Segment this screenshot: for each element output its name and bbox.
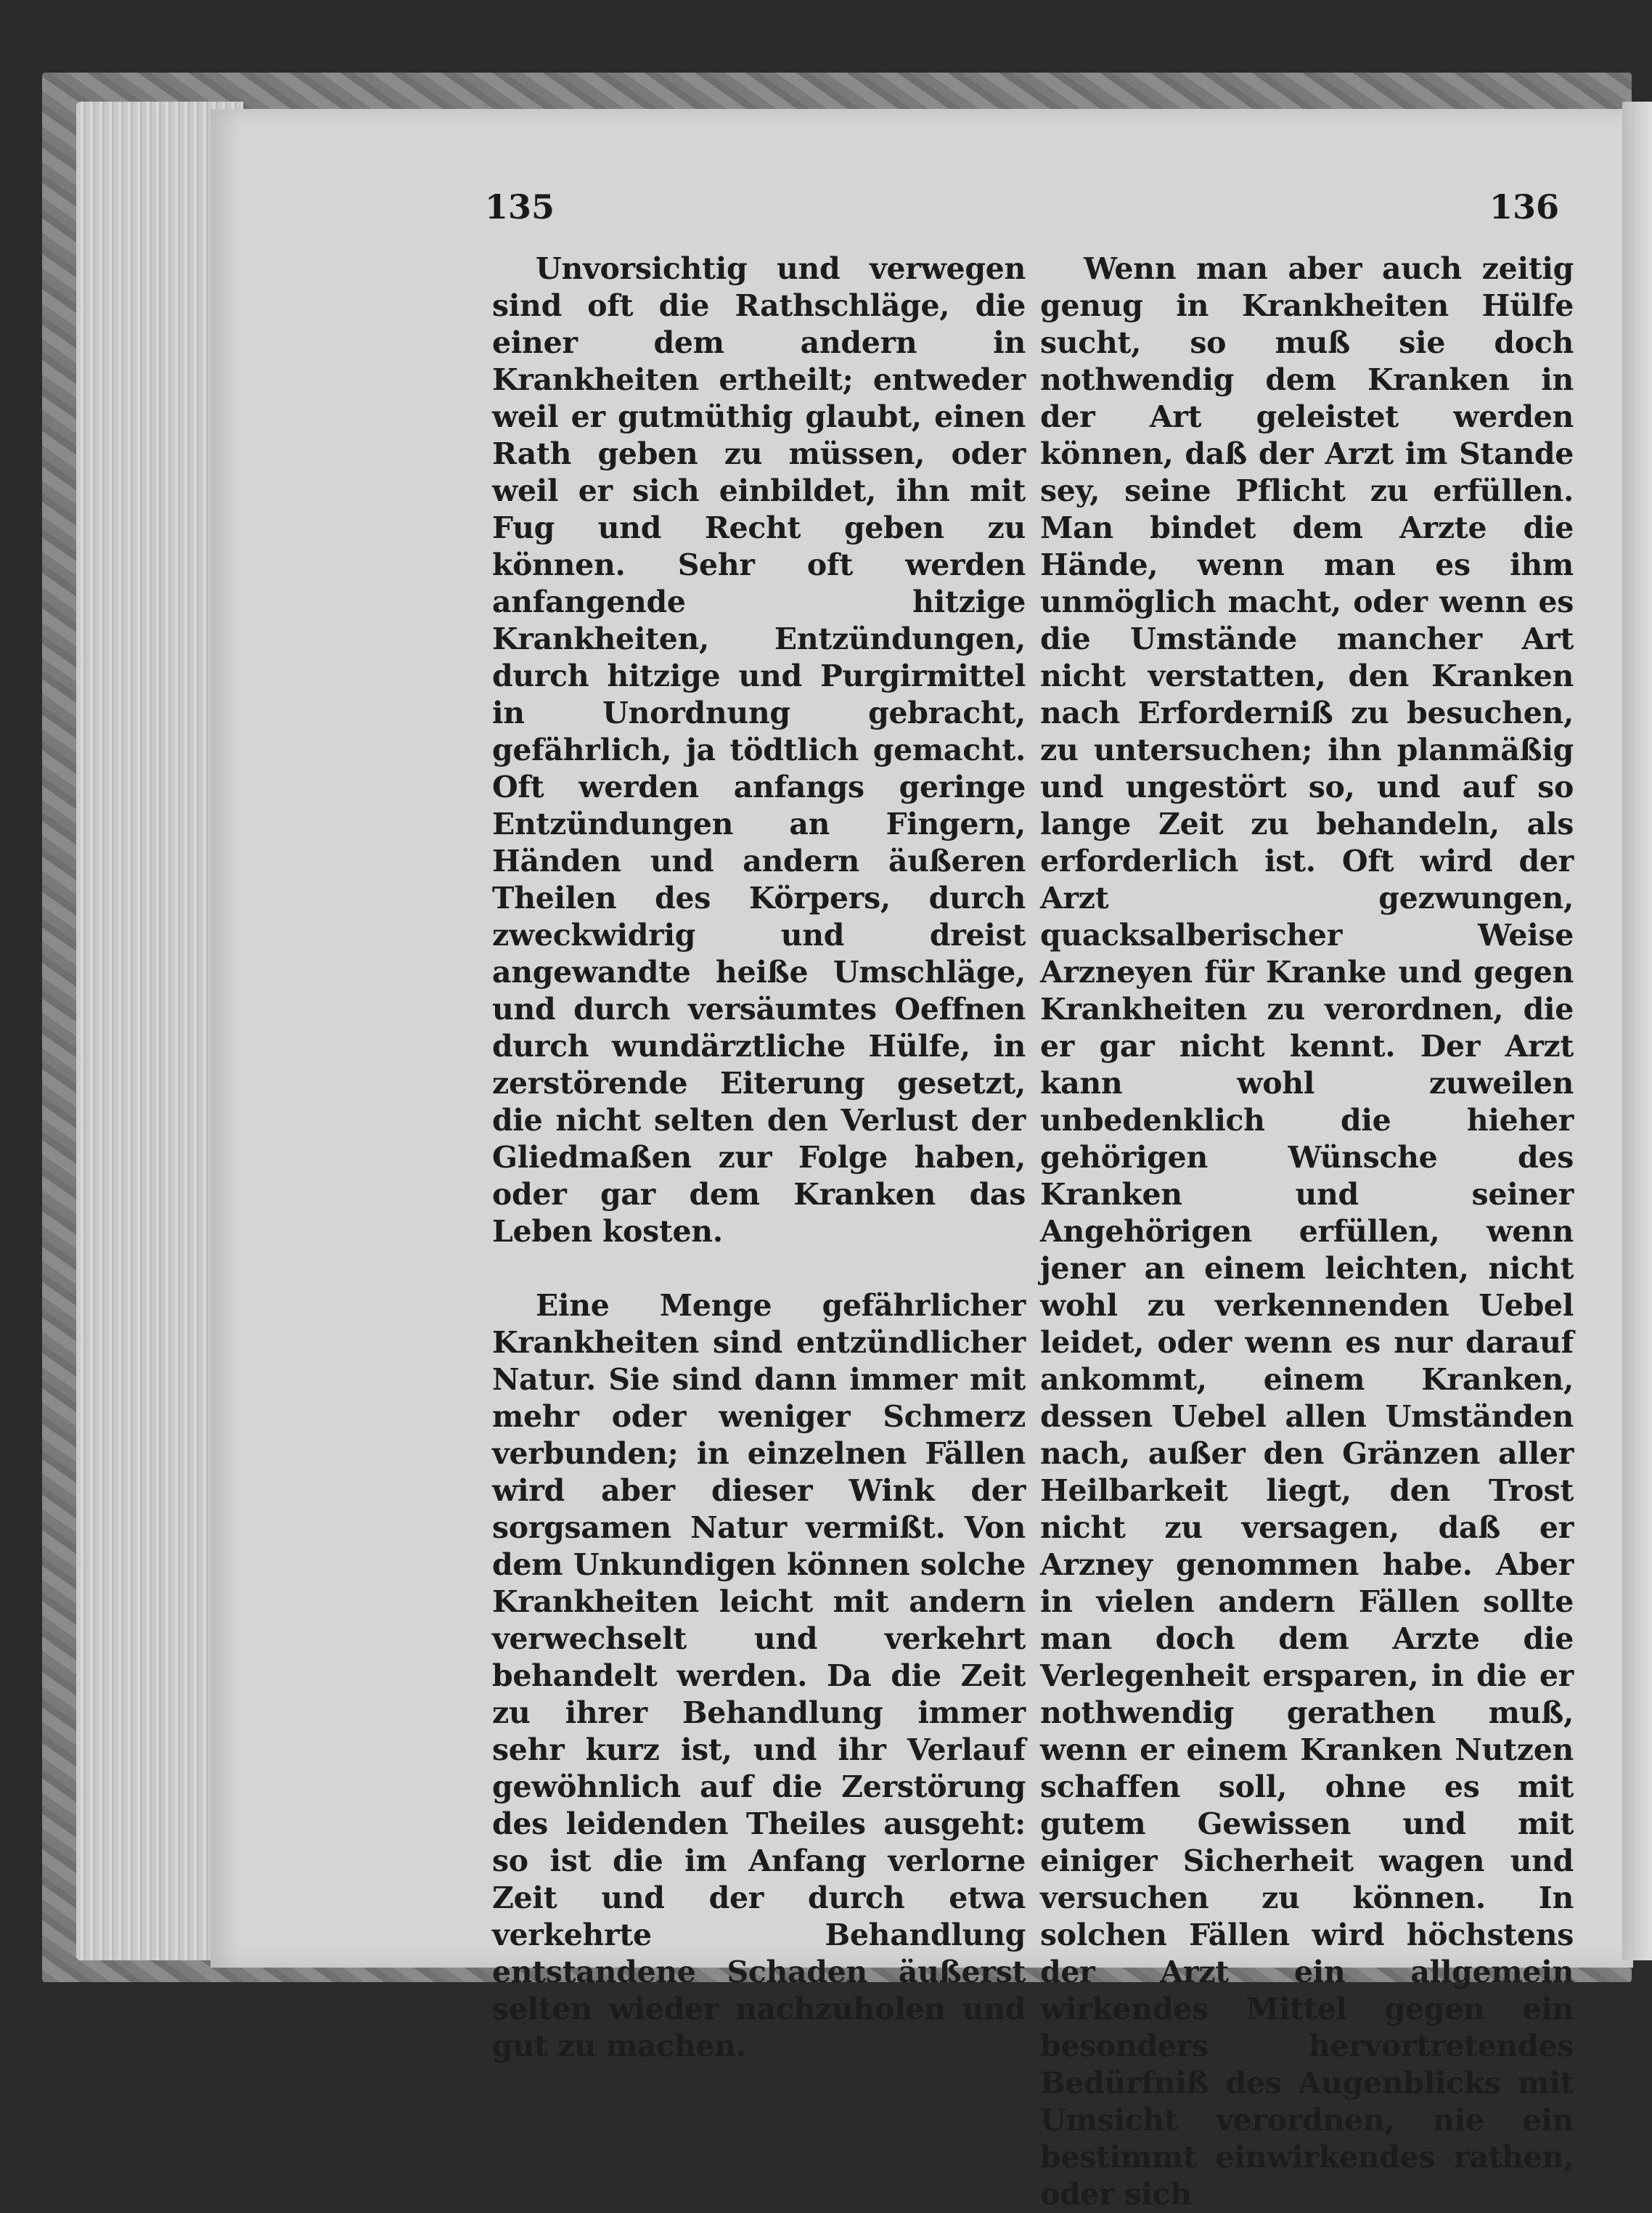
paragraph: Unvorsichtig und verwegen sind oft die Rathschläge, die einer dem andern in Krankheiten ertheilt; entweder weil er gutmüthig glaubt, einen Rath geben zu müssen, oder weil er sich einbildet, ihn mit Fug und Recht geben zu können. Sehr oft werden anfangende hitzige Krankheiten, Entzündungen, durch hitzige und Purgirmittel in Unordnung gebracht, gefährlich, ja tödtlich gemacht. Oft werden anfangs geringe Entzündungen an Fingern, Händen und andern äußeren Theilen des Körpers, durch zweckwidrig und dreist angewandte heiße Umschläge, und durch versäumtes Oeffnen durch wundärztliche Hülfe, in zerstörende Eiterung gesetzt, die nicht selten den Verlust der Gliedmaßen zur Folge haben, oder gar dem Kranken das Leben kosten. [492, 251, 1026, 1249]
page-number-right: 136 [1489, 187, 1560, 227]
left-page-text [492, 250, 1026, 2065]
paragraph: Eine Menge gefährlicher Krankheiten sind entzündlicher Natur. Sie sind dann immer mit mehr oder weniger Schmerz verbunden; in einzelnen Fällen wird aber dieser Wink der sorgsamen Natur vermißt. Von dem Unkundigen können solche Krankheiten leicht mit andern verwechselt und verkehrt behandelt werden. Da die Zeit zu ihrer Behandlung immer sehr kurz ist, und ihr Verlauf gewöhnlich auf die Zerstörung des leidenden Theiles ausgeht: so ist die im Anfang verlorne Zeit und der durch etwa verkehrte Behandlung entstandene Schaden äußerst selten wieder nachzuholen und gut zu machen. [492, 1288, 1026, 2063]
page-number-left: 135 [485, 187, 555, 227]
right-page-text [1040, 250, 1574, 2213]
right-page-edge [1622, 102, 1652, 1960]
paragraph: Wenn man aber auch zeitig genug in Krankheiten Hülfe sucht, so muß sie doch nothwendig dem Kranken in der Art geleistet werden können, daß der Arzt im Stande sey, seine Pflicht zu erfüllen. Man bindet dem Arzte die Hände, wenn man es ihm unmöglich macht, oder wenn es die Umstände mancher Art nicht verstatten, den Kranken nach Erforderniß zu besuchen, zu untersuchen; ihn planmäßig und ungestört so, und auf so lange Zeit zu behandeln, als erforderlich ist. Oft wird der Arzt gezwungen, quacksalberischer Weise Arzneyen für Kranke und gegen Krankheiten zu verordnen, die er gar nicht kennt. Der Arzt kann wohl zuweilen unbedenklich die hieher gehörigen Wünsche des Kranken und seiner Angehörigen erfüllen, wenn jener an einem leichten, nicht wohl zu verkennenden Uebel leidet, oder wenn es nur darauf ankommt, einem Kranken, dessen Uebel allen Umständen nach, außer den Gränzen aller Heilbarkeit liegt, den Trost nicht zu versagen, daß er Arzney genommen habe. Aber in vielen andern Fällen sollte man doch dem Arzte die Verlegenheit ersparen, in die er nothwendig gerathen muß, wenn er einem Kranken Nutzen schaffen soll, ohne es mit gutem Gewissen und mit einiger Sicherheit wagen und versuchen zu können. In solchen Fällen wird höchstens der Arzt ein allgemein wirkendes Mittel gegen ein besonders hervortretendes Bedürfniß des Augenblicks mit Umsicht verordnen, nie ein bestimmt einwirkendes rathen, oder sich [1040, 251, 1574, 2212]
